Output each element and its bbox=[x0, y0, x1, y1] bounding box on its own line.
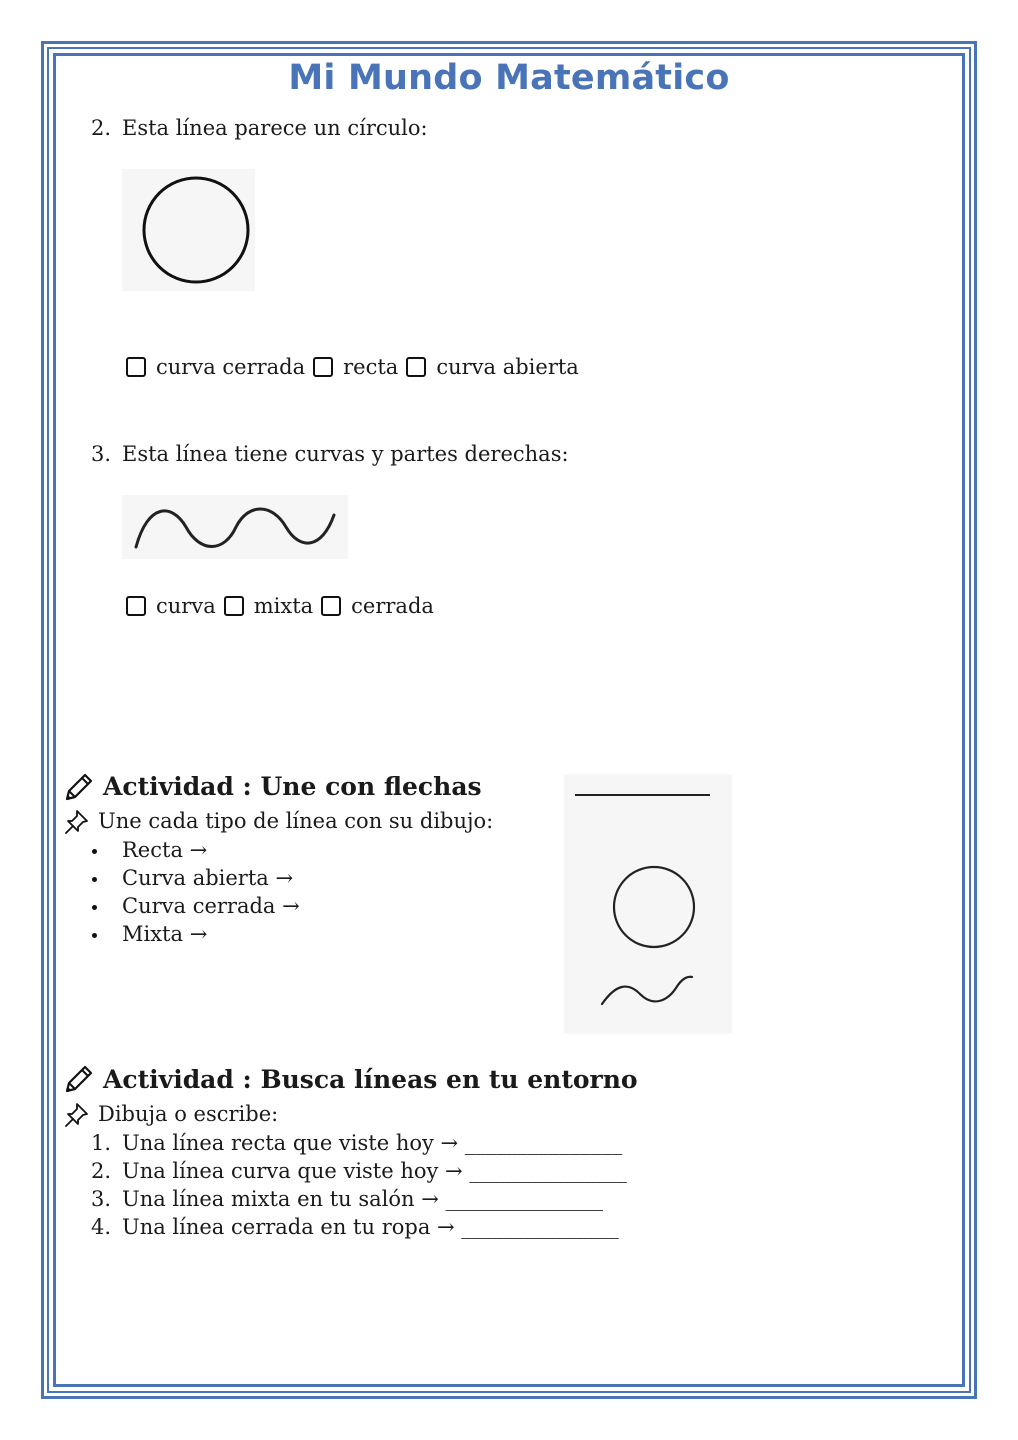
wave-image bbox=[122, 495, 348, 559]
option-label: cerrada bbox=[351, 594, 434, 618]
list-item: Curva cerrada → bbox=[122, 894, 300, 918]
question-2-number: 2. bbox=[91, 116, 112, 140]
bullet-dot bbox=[92, 877, 97, 882]
checkbox-mixta[interactable] bbox=[224, 596, 244, 616]
checkbox-curva[interactable] bbox=[126, 596, 146, 616]
list-item-number: 3. bbox=[91, 1187, 112, 1211]
pushpin-icon bbox=[63, 1101, 91, 1131]
checkbox-recta[interactable] bbox=[313, 357, 333, 377]
question-3-options bbox=[126, 596, 442, 617]
line-types-image bbox=[564, 774, 732, 1034]
question-2-text: Esta línea parece un círculo: bbox=[122, 116, 428, 140]
activity-1-instruction: Une cada tipo de línea con su dibujo: bbox=[98, 809, 494, 833]
list-item: Una línea curva que viste hoy → _______________ bbox=[122, 1159, 627, 1183]
list-item: Recta → bbox=[122, 838, 208, 862]
bullet-dot bbox=[92, 933, 97, 938]
circle-image bbox=[122, 169, 255, 291]
checkbox-curva-cerrada[interactable] bbox=[126, 357, 146, 377]
list-item-number: 1. bbox=[91, 1131, 112, 1155]
bullet-dot bbox=[92, 849, 97, 854]
list-item-number: 4. bbox=[91, 1215, 112, 1239]
question-2-options bbox=[126, 357, 587, 378]
question-3-number: 3. bbox=[91, 442, 112, 466]
option-label: curva abierta bbox=[436, 355, 579, 379]
list-item-number: 2. bbox=[91, 1159, 112, 1183]
list-item: Una línea mixta en tu salón → _______________ bbox=[122, 1187, 604, 1211]
pencil-icon bbox=[63, 771, 95, 807]
list-item: Curva abierta → bbox=[122, 866, 294, 890]
pencil-icon bbox=[63, 1063, 95, 1099]
option-label: curva cerrada bbox=[156, 355, 306, 379]
checkbox-curva-abierta[interactable] bbox=[406, 357, 426, 377]
list-item: Mixta → bbox=[122, 922, 208, 946]
checkbox-cerrada[interactable] bbox=[321, 596, 341, 616]
list-item: Una línea cerrada en tu ropa → _______________ bbox=[122, 1215, 619, 1239]
question-3-text: Esta línea tiene curvas y partes derechas: bbox=[122, 442, 569, 466]
activity-2-instruction: Dibuja o escribe: bbox=[98, 1102, 279, 1126]
page-title: Mi Mundo Matemático bbox=[288, 58, 730, 98]
activity-1-heading: Actividad : Une con flechas bbox=[103, 772, 482, 801]
list-item: Una línea recta que viste hoy → _______________ bbox=[122, 1131, 623, 1155]
pushpin-icon bbox=[63, 808, 91, 838]
option-label: curva bbox=[156, 594, 216, 618]
option-label: mixta bbox=[253, 594, 314, 618]
bullet-dot bbox=[92, 905, 97, 910]
option-label: recta bbox=[343, 355, 399, 379]
activity-2-heading: Actividad : Busca líneas en tu entorno bbox=[103, 1065, 638, 1094]
